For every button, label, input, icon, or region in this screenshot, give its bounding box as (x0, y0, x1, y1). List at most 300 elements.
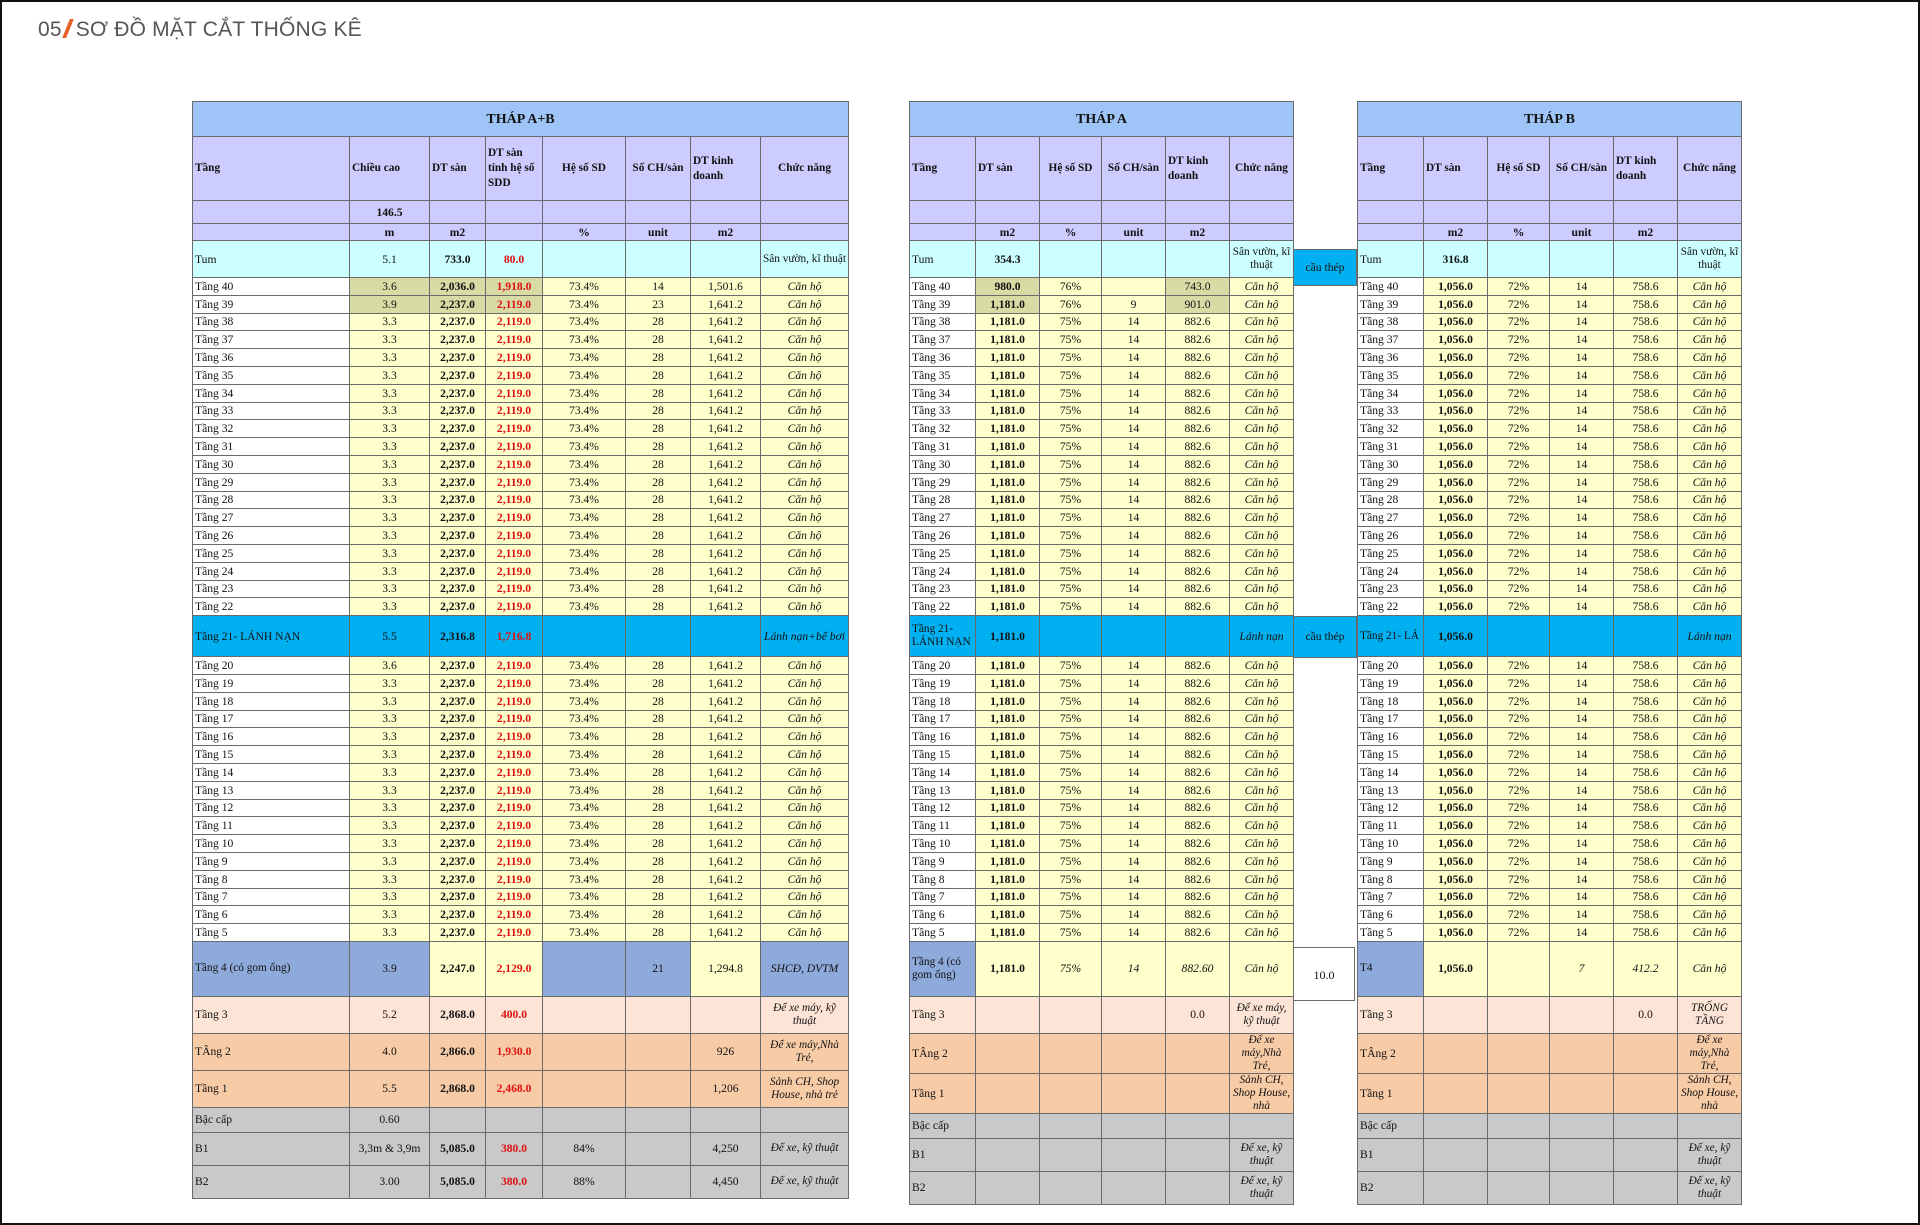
floor-name: Tầng 9 (910, 852, 976, 870)
floor-cell (1102, 616, 1166, 657)
column-header: Hệ số SD (1488, 137, 1550, 201)
floor-cell: 1,056.0 (1424, 384, 1488, 402)
floor-cell: 28 (626, 420, 691, 438)
floor-cell: Căn hộ (1678, 580, 1742, 598)
empty-cell (193, 201, 350, 224)
floor-cell: 14 (1102, 924, 1166, 942)
floor-cell: 75% (1040, 384, 1102, 402)
floor-name: B1 (193, 1132, 350, 1165)
floor-cell: 412.2 (1614, 941, 1678, 996)
floor-name: Tầng 31 (193, 438, 350, 456)
floor-cell: 2,129.0 (486, 941, 543, 996)
floor-cell: 1,181.0 (976, 455, 1040, 473)
column-header: Chức năng (761, 137, 849, 201)
floor-cell: 2,247.0 (430, 941, 486, 996)
floor-cell: 75% (1040, 349, 1102, 367)
floor-cell: Căn hộ (1230, 527, 1294, 545)
floor-cell: 0.60 (350, 1107, 430, 1132)
floor-cell: 2,119.0 (486, 817, 543, 835)
floor-cell: 1,641.2 (691, 598, 761, 616)
floor-cell: 14 (1102, 598, 1166, 616)
floor-cell: 0.0 (1166, 996, 1230, 1033)
floor-cell: 1,181.0 (976, 491, 1040, 509)
floor-row (910, 473, 1294, 491)
column-header: Tầng (910, 137, 976, 201)
floor-cell: 1,641.2 (691, 817, 761, 835)
floor-cell (1166, 241, 1230, 278)
floor-cell: Căn hộ (761, 657, 849, 675)
floor-cell (691, 996, 761, 1033)
floor-cell: 2,119.0 (486, 710, 543, 728)
floor-cell: 1,641.2 (691, 438, 761, 456)
floor-cell: 73.4% (543, 295, 626, 313)
floor-name: Tầng 35 (910, 366, 976, 384)
floor-name: Tầng 36 (910, 349, 976, 367)
empty-cell (1230, 201, 1294, 224)
floor-cell (976, 1113, 1040, 1138)
floor-cell: 7 (1550, 941, 1614, 996)
floor-row (910, 710, 1294, 728)
floor-cell: Căn hộ (1230, 888, 1294, 906)
floor-cell: 3.3 (350, 598, 430, 616)
floor-name: Tầng 25 (910, 544, 976, 562)
floor-name: Tầng 14 (193, 763, 350, 781)
floor-name: Tầng 29 (1358, 473, 1424, 491)
floor-cell: 14 (1550, 527, 1614, 545)
floor-name: Tầng 23 (1358, 580, 1424, 598)
floor-cell: 1,056.0 (1424, 799, 1488, 817)
unit-cell (486, 224, 543, 241)
floor-cell: Căn hộ (1230, 710, 1294, 728)
floor-cell: 1,641.2 (691, 924, 761, 942)
floor-cell: 1,181.0 (976, 384, 1040, 402)
floor-cell: 75% (1040, 781, 1102, 799)
floor-cell (1614, 1171, 1678, 1204)
floor-cell: 14 (1550, 420, 1614, 438)
floor-cell: Căn hộ (1678, 420, 1742, 438)
floor-cell: 5.1 (350, 241, 430, 278)
floor-cell: 2,237.0 (430, 384, 486, 402)
floor-cell: 75% (1040, 817, 1102, 835)
floor-row (1358, 817, 1742, 835)
floor-cell: 72% (1488, 544, 1550, 562)
floor-cell: Căn hộ (1230, 366, 1294, 384)
floor-cell: Căn hộ (1230, 906, 1294, 924)
floor-row (193, 763, 849, 781)
floor-cell (486, 1107, 543, 1132)
floor-cell: 72% (1488, 888, 1550, 906)
floor-row (1358, 781, 1742, 799)
floor-cell: 1,294.8 (691, 941, 761, 996)
unit-cell: % (1488, 224, 1550, 241)
floor-cell (1040, 1171, 1102, 1204)
floor-name: Tầng 20 (1358, 657, 1424, 675)
floor-cell: 14 (1102, 420, 1166, 438)
floor-cell: 14 (1102, 799, 1166, 817)
floor-cell: 2,316.8 (430, 616, 486, 657)
floor-cell: 3.3 (350, 763, 430, 781)
floor-name: Tầng 18 (1358, 692, 1424, 710)
floor-cell: 14 (1102, 817, 1166, 835)
floor-cell: Căn hộ (1678, 527, 1742, 545)
floor-cell: Căn hộ (1678, 817, 1742, 835)
floor-cell: 1,056.0 (1424, 420, 1488, 438)
floor-cell: 758.6 (1614, 313, 1678, 331)
floor-cell: 901.0 (1166, 295, 1230, 313)
floor-cell: 73.4% (543, 692, 626, 710)
floor-cell: 882.6 (1166, 349, 1230, 367)
floor-cell: 14 (1102, 580, 1166, 598)
floor-row (193, 473, 849, 491)
floor-cell: 882.6 (1166, 438, 1230, 456)
floor-cell: 28 (626, 781, 691, 799)
floor-cell: 1,181.0 (976, 544, 1040, 562)
floor-row (910, 349, 1294, 367)
floor-cell: Căn hộ (1230, 384, 1294, 402)
floor-cell (1102, 1138, 1166, 1171)
floor-row (910, 692, 1294, 710)
floor-row (1358, 657, 1742, 675)
floor-cell: Để xe, kỹ thuật (761, 1165, 849, 1198)
floor-cell (1550, 1171, 1614, 1204)
floor-cell: 14 (1550, 852, 1614, 870)
floor-cell: 3.3 (350, 313, 430, 331)
floor-cell: Căn hộ (1678, 657, 1742, 675)
column-header: DT kinh doanh (1614, 137, 1678, 201)
floor-name: Tầng 20 (193, 657, 350, 675)
floor-cell: 758.6 (1614, 870, 1678, 888)
floor-name: Tầng 7 (193, 888, 350, 906)
floor-row-tum (193, 241, 849, 278)
floor-cell (1166, 1138, 1230, 1171)
floor-row-t20 (193, 657, 849, 675)
floor-cell: 14 (1102, 544, 1166, 562)
floor-cell: 1,181.0 (976, 295, 1040, 313)
floor-cell (543, 616, 626, 657)
floor-cell: Căn hộ (761, 817, 849, 835)
floor-cell: 75% (1040, 438, 1102, 456)
floor-row (193, 349, 849, 367)
floor-cell: 14 (1550, 331, 1614, 349)
floor-cell: 3.3 (350, 349, 430, 367)
floor-cell: Căn hộ (1678, 835, 1742, 853)
floor-cell: 73.4% (543, 562, 626, 580)
floor-cell: 882.6 (1166, 657, 1230, 675)
floor-cell: 1,056.0 (1424, 331, 1488, 349)
floor-cell: 14 (1550, 674, 1614, 692)
floor-row (193, 402, 849, 420)
floor-cell: 3.3 (350, 473, 430, 491)
floor-row (193, 491, 849, 509)
floor-cell: 4.0 (350, 1033, 430, 1070)
floor-cell: Căn hộ (761, 852, 849, 870)
floor-cell: 14 (1102, 313, 1166, 331)
floor-cell (1550, 1073, 1614, 1113)
floor-cell: 73.4% (543, 852, 626, 870)
floor-cell: 72% (1488, 384, 1550, 402)
floor-row (910, 674, 1294, 692)
floor-cell: 2,119.0 (486, 438, 543, 456)
floor-cell: Căn hộ (1678, 746, 1742, 764)
floor-cell: 882.6 (1166, 384, 1230, 402)
floor-name: Tầng 3 (910, 996, 976, 1033)
floor-cell: Căn hộ (761, 799, 849, 817)
floor-cell (976, 1171, 1040, 1204)
floor-cell: 14 (1550, 799, 1614, 817)
floor-cell: 758.6 (1614, 295, 1678, 313)
page-title-text: SƠ ĐỒ MẶT CẮT THỐNG KÊ (75, 18, 362, 41)
floor-cell: Căn hộ (1230, 438, 1294, 456)
floor-row (910, 562, 1294, 580)
floor-name: Tầng 37 (910, 331, 976, 349)
floor-name: Tầng 39 (910, 295, 976, 313)
floor-cell: 1,181.0 (976, 562, 1040, 580)
gap-t4-value: 10.0 (1293, 947, 1355, 1001)
floor-row (1358, 420, 1742, 438)
floor-cell: 72% (1488, 527, 1550, 545)
floor-cell: 75% (1040, 402, 1102, 420)
floor-cell: 1,181.0 (976, 509, 1040, 527)
floor-row (1358, 491, 1742, 509)
floor-cell: 14 (1102, 763, 1166, 781)
floor-cell: 28 (626, 657, 691, 675)
floor-cell: Căn hộ (1230, 835, 1294, 853)
floor-row (193, 598, 849, 616)
floor-cell: 75% (1040, 580, 1102, 598)
floor-name: Tầng 22 (193, 598, 350, 616)
floor-row (910, 527, 1294, 545)
floor-cell: 3.3 (350, 455, 430, 473)
floor-cell: Căn hộ (1230, 781, 1294, 799)
floor-name: Tầng 7 (910, 888, 976, 906)
floor-cell (1166, 1113, 1230, 1138)
floor-cell: 14 (1550, 728, 1614, 746)
floor-cell: 758.6 (1614, 835, 1678, 853)
floor-cell: 28 (626, 331, 691, 349)
floor-cell: Căn hộ (761, 781, 849, 799)
floor-cell: Căn hộ (1230, 924, 1294, 942)
floor-name: Tầng 37 (193, 331, 350, 349)
floor-cell: 3.9 (350, 295, 430, 313)
floor-cell: 2,119.0 (486, 852, 543, 870)
floor-cell (1614, 1033, 1678, 1073)
floor-cell: 2,119.0 (486, 349, 543, 367)
floor-row (193, 438, 849, 456)
floor-cell: 1,056.0 (1424, 835, 1488, 853)
floor-cell: 1,641.2 (691, 349, 761, 367)
floor-name: Tầng 30 (910, 455, 976, 473)
floor-name: Tầng 12 (910, 799, 976, 817)
floor-cell: 75% (1040, 852, 1102, 870)
floor-cell (543, 996, 626, 1033)
floor-cell: 28 (626, 402, 691, 420)
floor-cell: 1,181.0 (976, 657, 1040, 675)
floor-cell (1166, 1073, 1230, 1113)
floor-cell: 14 (1550, 888, 1614, 906)
floor-name: Tầng 27 (1358, 509, 1424, 527)
floor-name: Tầng 11 (193, 817, 350, 835)
floor-cell: 14 (1102, 941, 1166, 996)
floor-cell: 882.6 (1166, 402, 1230, 420)
floor-name: Tầng 21- LÁ (1358, 616, 1424, 657)
floor-row (193, 562, 849, 580)
floor-cell: 758.6 (1614, 728, 1678, 746)
floor-cell: 73.4% (543, 278, 626, 296)
floor-name: B2 (193, 1165, 350, 1198)
floor-cell: 73.4% (543, 674, 626, 692)
floor-cell: 14 (1550, 906, 1614, 924)
floor-cell: 1,056.0 (1424, 438, 1488, 456)
floor-cell: 758.6 (1614, 692, 1678, 710)
floor-cell: 28 (626, 509, 691, 527)
floor-row (1358, 835, 1742, 853)
floor-name: Tầng 8 (193, 870, 350, 888)
floor-name: B2 (910, 1171, 976, 1204)
floor-row-t40 (910, 278, 1294, 296)
floor-cell: 3.3 (350, 562, 430, 580)
floor-name: Tầng 37 (1358, 331, 1424, 349)
floor-cell (1550, 996, 1614, 1033)
floor-cell: Căn hộ (1230, 491, 1294, 509)
floor-cell (543, 241, 626, 278)
floor-cell: 72% (1488, 420, 1550, 438)
unit-cell: % (1040, 224, 1102, 241)
floor-cell: 14 (1102, 331, 1166, 349)
floor-cell: 75% (1040, 313, 1102, 331)
floor-row (193, 852, 849, 870)
floor-cell: Để xe máy,Nhà Trẻ, (1678, 1033, 1742, 1073)
floor-name: Tầng 17 (193, 710, 350, 728)
floor-cell (1102, 1073, 1166, 1113)
floor-row-t1 (193, 1070, 849, 1107)
floor-row-bac (910, 1113, 1294, 1138)
unit-cell: m2 (691, 224, 761, 241)
floor-cell: 14 (1550, 817, 1614, 835)
floor-cell: Để xe, kỹ thuật (1230, 1171, 1294, 1204)
unit-cell: % (543, 224, 626, 241)
floor-name: Tầng 30 (1358, 455, 1424, 473)
floor-name: TÂng 2 (1358, 1033, 1424, 1073)
floor-cell: 758.6 (1614, 544, 1678, 562)
floor-cell: 28 (626, 349, 691, 367)
floor-row-t4 (193, 941, 849, 996)
floor-cell (976, 1033, 1040, 1073)
floor-cell: 14 (1550, 384, 1614, 402)
floor-name: Tầng 27 (910, 509, 976, 527)
floor-row-tum (1358, 241, 1742, 278)
unit-cell: m2 (430, 224, 486, 241)
floor-cell: 758.6 (1614, 527, 1678, 545)
floor-cell (1040, 616, 1102, 657)
floor-cell: 3.3 (350, 420, 430, 438)
floor-cell (626, 241, 691, 278)
floor-cell: 2,119.0 (486, 366, 543, 384)
floor-cell: 2,237.0 (430, 509, 486, 527)
floor-cell (1166, 616, 1230, 657)
floor-cell: Căn hộ (1230, 870, 1294, 888)
floor-cell: 1,181.0 (976, 313, 1040, 331)
floor-cell: Căn hộ (1678, 852, 1742, 870)
floor-name: Tầng 1 (193, 1070, 350, 1107)
floor-cell: Để xe, kỹ thuật (1678, 1171, 1742, 1204)
floor-cell: 2,237.0 (430, 455, 486, 473)
floor-cell: 758.6 (1614, 509, 1678, 527)
floor-cell: Căn hộ (1230, 941, 1294, 996)
empty-cell (761, 201, 849, 224)
floor-row (1358, 580, 1742, 598)
column-header: Tầng (1358, 137, 1424, 201)
floor-cell: 84% (543, 1132, 626, 1165)
floor-cell (1102, 1033, 1166, 1073)
floor-row (1358, 402, 1742, 420)
floor-cell: 882.6 (1166, 455, 1230, 473)
floor-cell: 758.6 (1614, 817, 1678, 835)
floor-cell: 76% (1040, 295, 1102, 313)
floor-cell (1678, 1113, 1742, 1138)
floor-row (910, 313, 1294, 331)
floor-name: Tầng 10 (1358, 835, 1424, 853)
floor-cell: 3.3 (350, 817, 430, 835)
floor-cell: 2,237.0 (430, 473, 486, 491)
floor-cell: 14 (1102, 781, 1166, 799)
floor-cell: 1,181.0 (976, 674, 1040, 692)
floor-cell: 75% (1040, 366, 1102, 384)
floor-cell: 1,056.0 (1424, 870, 1488, 888)
floor-cell: Căn hộ (1678, 349, 1742, 367)
floor-row (910, 438, 1294, 456)
floor-name: Tầng 6 (193, 906, 350, 924)
floor-cell: 72% (1488, 799, 1550, 817)
floor-name: Tầng 6 (910, 906, 976, 924)
floor-cell: Căn hộ (761, 473, 849, 491)
column-header: Chiều cao (350, 137, 430, 201)
floor-cell: Căn hộ (1678, 888, 1742, 906)
floor-cell: Căn hộ (1230, 728, 1294, 746)
floor-row-t3 (910, 996, 1294, 1033)
floor-cell: 882.6 (1166, 799, 1230, 817)
floor-cell: 2,868.0 (430, 996, 486, 1033)
floor-cell: Lánh nạn+bể bơi (761, 616, 849, 657)
floor-cell: 73.4% (543, 455, 626, 473)
floor-cell: 2,237.0 (430, 924, 486, 942)
floor-cell: Căn hộ (1678, 366, 1742, 384)
floor-cell: Căn hộ (1678, 278, 1742, 296)
floor-name: Tầng 5 (193, 924, 350, 942)
floor-cell: 73.4% (543, 817, 626, 835)
floor-cell: Căn hộ (761, 331, 849, 349)
floor-name: Tầng 30 (193, 455, 350, 473)
floor-cell: 72% (1488, 674, 1550, 692)
floor-row (910, 598, 1294, 616)
floor-cell: 400.0 (486, 996, 543, 1033)
floor-row (1358, 313, 1742, 331)
floor-cell: 1,181.0 (976, 366, 1040, 384)
floor-name: Tầng 18 (193, 692, 350, 710)
floor-cell: 1,641.2 (691, 402, 761, 420)
floor-cell: 2,237.0 (430, 402, 486, 420)
floor-cell: 758.6 (1614, 657, 1678, 675)
floor-cell: 1,641.2 (691, 331, 761, 349)
floor-cell: 28 (626, 438, 691, 456)
unit-cell (1358, 224, 1424, 241)
floor-name: Tầng 14 (910, 763, 976, 781)
floor-cell: 1,056.0 (1424, 692, 1488, 710)
floor-cell: 75% (1040, 728, 1102, 746)
floor-name: Tầng 19 (193, 674, 350, 692)
tower-title: THÁP A (910, 102, 1294, 137)
floor-cell: 882.6 (1166, 888, 1230, 906)
floor-row (1358, 438, 1742, 456)
